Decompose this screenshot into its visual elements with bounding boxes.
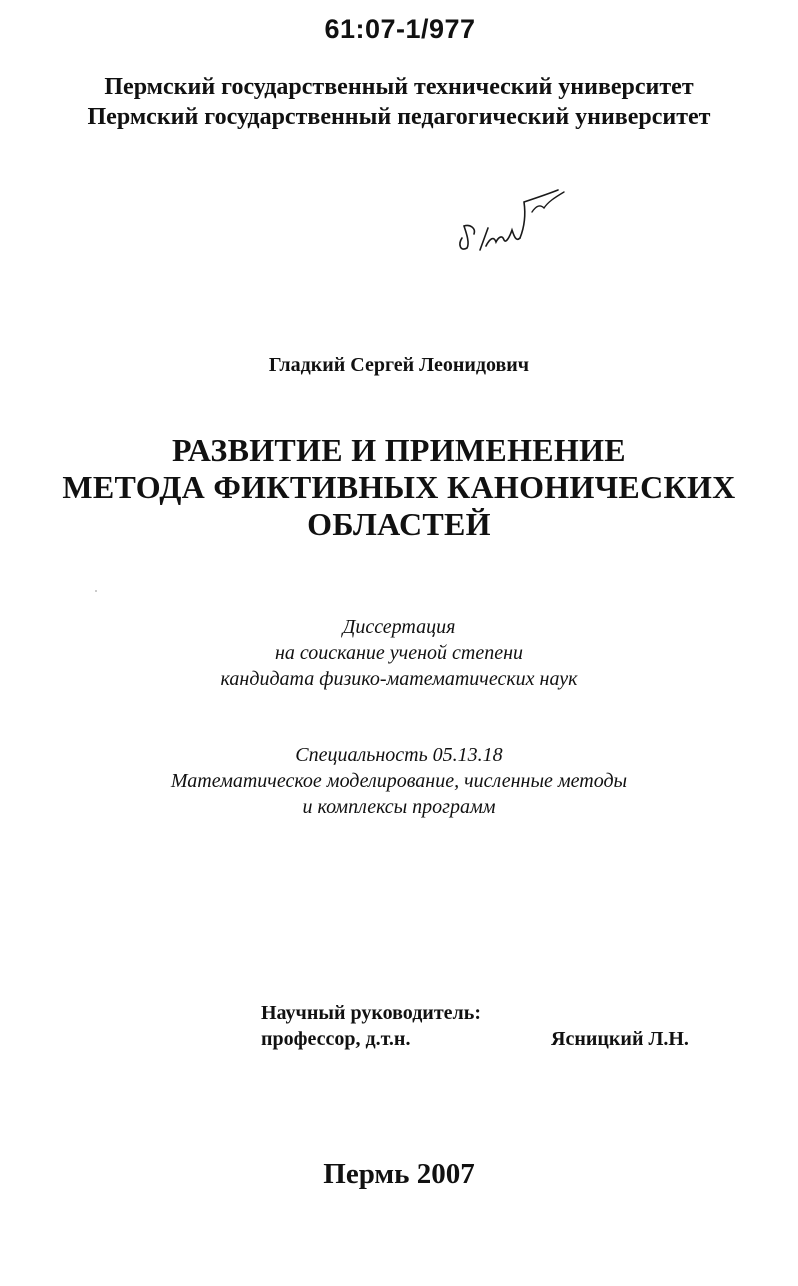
author-name: Гладкий Сергей Леонидович [268,354,530,376]
catalog-number: 61:07-1/977 [324,14,476,44]
specialty-line-1: Специальность 05.13.18 [295,744,503,766]
dissertation-line-1: Диссертация [342,616,456,638]
title-line-1: РАЗВИТИЕ И ПРИМЕНЕНИЕ [172,432,626,468]
university-line-1: Пермский государственный технический университет [104,74,694,100]
advisor-name: Ясницкий Л.Н. [551,1028,689,1050]
title-line-3: ОБЛАСТЕЙ [307,506,491,542]
specialty-line-2: Математическое моделирование, численные методы [170,770,628,792]
advisor-title: профессор, д.т.н. [261,1028,411,1050]
scan-speck [95,590,97,592]
specialty-line-3: и комплексы программ [302,796,496,818]
city-year: Пермь 2007 [323,1158,475,1190]
dissertation-line-3: кандидата физико-математических наук [220,668,578,690]
advisor-label: Научный руководитель: [261,1002,481,1024]
dissertation-line-2: на соискание ученой степени [274,642,524,664]
university-line-2: Пермский государственный педагогический университет [87,104,711,130]
title-line-2: МЕТОДА ФИКТИВНЫХ КАНОНИЧЕСКИХ [62,469,736,505]
handwritten-signature [440,180,570,270]
